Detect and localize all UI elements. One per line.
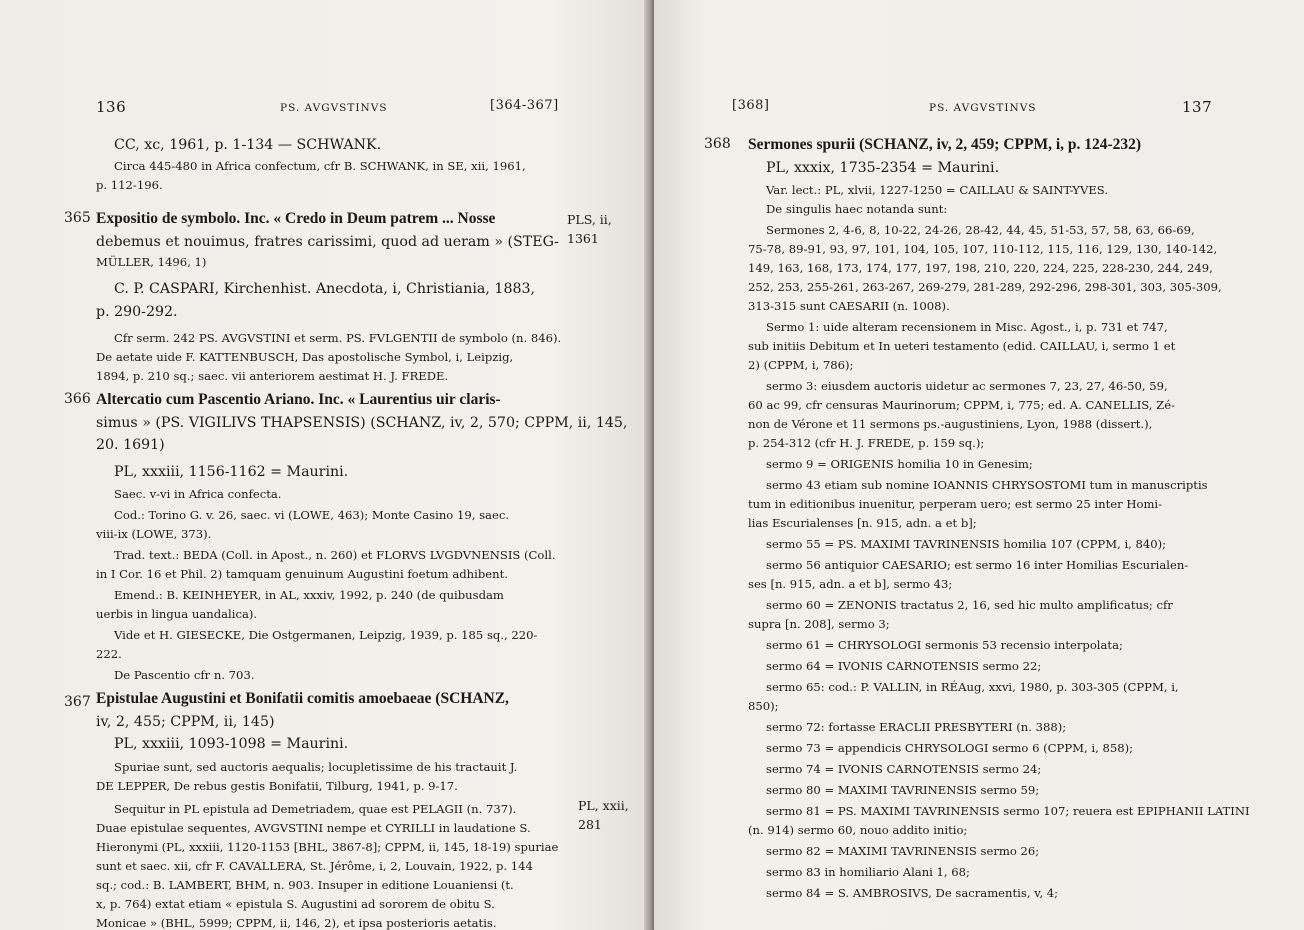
text-line: sub initiis Debitum et In ueteri testamento (edid. CAILLAU, i, sermo 1 et (748, 339, 1176, 353)
text-line: sermo 83 in homiliario Alani 1, 68; (766, 865, 970, 879)
text-line: sermo 65: cod.: P. VALLIN, in RÉAug, xxvi, 1980, p. 303-305 (CPPM, i, (766, 680, 1179, 694)
text-line: (n. 914) sermo 60, nouo addito initio; (748, 823, 968, 837)
text-line: 2) (CPPM, i, 786); (748, 358, 854, 372)
top-block (96, 134, 566, 195)
text-line: MÜLLER, 1496, 1) (96, 255, 207, 269)
text-line: sermo 72: fortasse ERACLII PRESBYTERI (n. 388); (766, 720, 1067, 734)
text-line: PL, xxxiii, 1156-1162 = Maurini. (114, 463, 349, 480)
text-line: sq.; cod.: B. LAMBERT, BHM, n. 903. Insuper in editione Louaniensi (t. (96, 877, 514, 892)
text-line: sunt et saec. xii, cfr F. CAVALLERA, St. Jérôme, i, 2, Louvain, 1922, p. 144 (96, 858, 533, 873)
text-line: Var. lect.: PL, xlvii, 1227-1250 = CAILLAU & SAINT-YVES. (766, 183, 1109, 197)
right-page-number: 137 (1182, 98, 1213, 116)
text-line: uerbis in lingua uandalica). (96, 607, 258, 621)
margin-line: PL, xxii, (578, 798, 629, 813)
left-section-range: [364-367] (490, 98, 559, 113)
text-line: sermo 81 = PS. MAXIMI TAVRINENSIS sermo 107; reuera est EPIPHANII LATINI (766, 804, 1250, 818)
text-line: Sequitur in PL epistula ad Demetriadem, quae est PELAGII (n. 737). (114, 801, 517, 816)
text-line: 850); (748, 699, 779, 713)
text-line: sermo 74 = IVONIS CARNOTENSIS sermo 24; (766, 762, 1042, 776)
text-line: DE LEPPER, De rebus gestis Bonifatii, Tilburg, 1941, p. 9-17. (96, 778, 458, 793)
text-line: ses [n. 915, adn. a et b], sermo 43; (748, 577, 953, 591)
right-page (654, 0, 1304, 930)
entry-title: Altercatio cum Pascentio Ariano. Inc. « Laurentius uir claris- (96, 391, 501, 408)
text-line: p. 254-312 (cfr H. J. FREDE, p. 159 sq.); (748, 436, 985, 450)
text-line: sermo 61 = CHRYSOLOGI sermonis 53 recensio interpolata; (766, 638, 1123, 652)
text-line: sermo 84 = S. AMBROSIVS, De sacramentis, v, 4; (766, 886, 1059, 900)
text-line: p. 290-292. (96, 303, 178, 320)
text-line: 313-315 sunt CAESARII (n. 1008). (748, 299, 950, 313)
text-line: PL, xxxiii, 1093-1098 = Maurini. (114, 736, 349, 752)
text-line: sermo 43 etiam sub nomine IOANNIS CHRYSOSTOMI tum in manuscriptis (766, 478, 1208, 492)
text-line: sermo 56 antiquior CAESARIO; est sermo 16 inter Homilias Escurialen- (766, 558, 1189, 572)
text-line: 252, 253, 255-261, 263-267, 269-279, 281-289, 292-296, 298-301, 303, 305-309, (748, 280, 1222, 294)
right-section-range: [368] (732, 98, 770, 113)
text-line: Vide et H. GIESECKE, Die Ostgermanen, Leipzig, 1939, p. 185 sq., 220- (114, 628, 538, 642)
text-line: 75-78, 89-91, 93, 97, 101, 104, 105, 107, 110-112, 115, 116, 129, 130, 140-142, (748, 242, 1218, 256)
text-line: sermo 55 = PS. MAXIMI TAVRINENSIS homilia 107 (CPPM, i, 840); (766, 537, 1167, 551)
text-line: debemus et nouimus, fratres carissimi, quod ad ueram » (STEG- (96, 233, 559, 250)
text-line: sermo 60 = ZENONIS tractatus 2, 16, sed hic multo amplificatus; cfr (766, 598, 1173, 612)
text-line: 20. 1691) (96, 437, 165, 453)
text-line: simus » (PS. VIGILIVS THAPSENSIS) (SCHANZ, iv, 2, 570; CPPM, ii, 145, (96, 414, 628, 431)
margin-line: PLS, ii, (567, 212, 612, 227)
text-line: sermo 80 = MAXIMI TAVRINENSIS sermo 59; (766, 783, 1040, 797)
text-line: Saec. v-vi in Africa confecta. (114, 487, 282, 501)
entry-368 (748, 134, 1250, 903)
text-line: De singulis haec notanda sunt: (766, 202, 948, 216)
left-page (0, 0, 650, 930)
entry-367 (96, 688, 566, 930)
text-line: Hieronymi (PL, xxxiii, 1120-1153 [BHL, 3867-8]; CPPM, ii, 145, 18-19) spuriae (96, 839, 559, 854)
text-line: lias Escurialenses [n. 915, adn. a et b]; (748, 516, 977, 530)
right-running-head: PS. AVGVSTINVS (929, 102, 1037, 114)
text-line: Duae epistulae sequentes, AVGVSTINI nempe et CYRILLI in laudatione S. (96, 820, 531, 835)
margin-line: 1361 (567, 231, 599, 246)
text-line: sermo 73 = appendicis CHRYSOLOGI sermo 6 (CPPM, i, 858); (766, 741, 1134, 755)
text-line: x, p. 764) extat etiam « epistula S. Augustini ad sororem de obitu S. (96, 896, 495, 911)
entry-number: 367 (64, 694, 91, 710)
text-line: Cfr serm. 242 PS. AVGVSTINI et serm. PS. FVLGENTII de symbolo (n. 846). (114, 331, 562, 345)
text-line: 60 ac 99, cfr censuras Maurinorum; CPPM, i, 775; ed. A. CANELLIS, Zé- (748, 398, 1176, 412)
margin-reference (567, 210, 612, 248)
text-line: Monicae » (BHL, 5999; CPPM, ii, 146, 2), et ipsa posterioris aetatis. (96, 915, 497, 930)
text-line: Sermo 1: uide alteram recensionem in Misc. Agost., i, p. 731 et 747, (766, 320, 1168, 334)
margin-reference (578, 796, 629, 834)
text-line: non de Vérone et 11 sermons ps.-augustiniens, Lyon, 1988 (dissert.), (748, 417, 1153, 431)
entry-number: 366 (64, 391, 91, 407)
text-line: Spuriae sunt, sed auctoris aequalis; locupletissime de his tractauit J. (114, 759, 518, 774)
text-line: p. 112-196. (96, 177, 163, 192)
entry-number: 368 (704, 136, 731, 152)
text-line: PL, xxxix, 1735-2354 = Maurini. (766, 159, 1000, 176)
text-line: sermo 64 = IVONIS CARNOTENSIS sermo 22; (766, 659, 1042, 673)
margin-line: 281 (578, 817, 602, 832)
text-line: Cod.: Torino G. v. 26, saec. vi (LOWE, 463); Monte Casino 19, saec. (114, 508, 510, 522)
text-line: Emend.: B. KEINHEYER, in AL, xxxiv, 1992, p. 240 (de quibusdam (114, 588, 504, 602)
text-line: supra [n. 208], sermo 3; (748, 617, 890, 631)
text-line: iv, 2, 455; CPPM, ii, 145) (96, 713, 275, 730)
text-line: 222. (96, 647, 122, 661)
entry-title: Expositio de symbolo. Inc. « Credo in Deum patrem ... Nosse (96, 210, 496, 227)
text-line: tum in editionibus inuenitur, perperam uero; est sermo 25 inter Homi- (748, 497, 1163, 511)
text-line: Trad. text.: BEDA (Coll. in Apost., n. 260) et FLORVS LVGDVNENSIS (Coll. (114, 548, 556, 562)
text-line: in I Cor. 16 et Phil. 2) tamquam genuinum Augustini foetum adhibent. (96, 567, 508, 581)
text-line: 1894, p. 210 sq.; saec. vii anteriorem aestimat H. J. FREDE. (96, 369, 449, 383)
left-running-head: PS. AVGVSTINVS (280, 102, 388, 114)
text-line: 149, 163, 168, 173, 174, 177, 197, 198, 210, 220, 224, 225, 228-230, 244, 249, (748, 261, 1213, 275)
entry-366 (96, 389, 628, 685)
text-line: De Pascentio cfr n. 703. (114, 668, 255, 682)
text-line: sermo 82 = MAXIMI TAVRINENSIS sermo 26; (766, 844, 1040, 858)
text-line: sermo 9 = ORIGENIS homilia 10 in Genesim; (766, 457, 1033, 471)
left-page-number: 136 (96, 98, 127, 116)
entry-365 (96, 208, 566, 386)
text-line: CC, xc, 1961, p. 1-134 — SCHWANK. (114, 137, 382, 153)
text-line: Circa 445-480 in Africa confectum, cfr B. SCHWANK, in SE, xii, 1961, (114, 158, 526, 173)
text-line: De aetate uide F. KATTENBUSCH, Das apostolische Symbol, i, Leipzig, (96, 350, 514, 364)
text-line: C. P. CASPARI, Kirchenhist. Anecdota, i, Christiania, 1883, (114, 281, 536, 297)
entry-title: Epistulae Augustini et Bonifatii comitis amoebaeae (SCHANZ, (96, 690, 509, 707)
text-line: viii-ix (LOWE, 373). (96, 527, 212, 541)
text-line: Sermones 2, 4-6, 8, 10-22, 24-26, 28-42, 44, 45, 51-53, 57, 58, 63, 66-69, (766, 223, 1195, 237)
entry-title: Sermones spurii (SCHANZ, iv, 2, 459; CPPM, i, p. 124-232) (748, 136, 1142, 153)
text-line: sermo 3: eiusdem auctoris uidetur ac sermones 7, 23, 27, 46-50, 59, (766, 379, 1168, 393)
entry-number: 365 (64, 210, 91, 226)
